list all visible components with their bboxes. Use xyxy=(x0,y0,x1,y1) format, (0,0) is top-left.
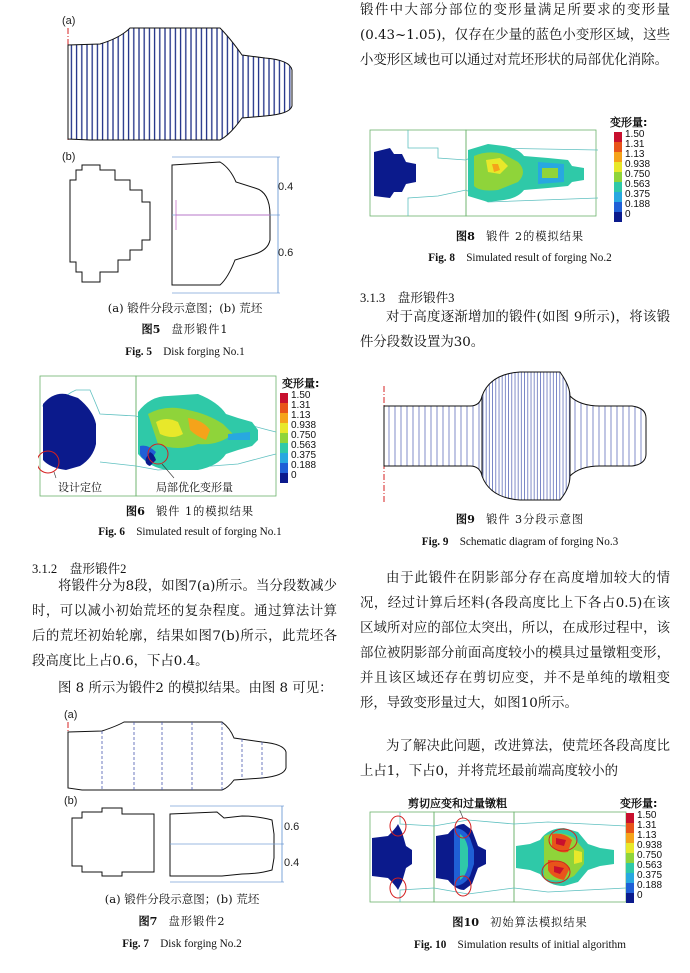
fig10-caption-en-text: Simulation results of initial algorithm xyxy=(457,939,626,951)
fig6-legend-title: 变形量: xyxy=(282,377,320,390)
right-para-1: 锻件中大部分部位的变形量满足所要求的变形量(0.43~1.05)，仅存在少量的蓝色小变形区域，这些小变形区域也可以通过对荒坯形状的局部优化消除。 xyxy=(360,3,670,68)
fig9-caption-en-text: Schematic diagram of forging No.3 xyxy=(459,536,619,548)
fig8-blank-shape xyxy=(374,148,416,198)
fig7-dim-top: 0.6 xyxy=(284,821,300,833)
figure-9-diagram xyxy=(370,366,670,508)
legend-value: 0 xyxy=(637,890,643,901)
fig5-caption-en-num: Fig. 5 xyxy=(125,346,152,358)
fig5-dim-bottom: 0.6 xyxy=(278,247,294,259)
legend-value: 0.938 xyxy=(637,840,663,851)
legend-swatch xyxy=(280,443,288,453)
legend-value: 0.563 xyxy=(637,860,663,871)
figure-7-diagram xyxy=(62,706,302,886)
fig8-caption-en-num: Fig. 8 xyxy=(428,252,455,264)
fig10-legend-title: 变形量: xyxy=(620,797,658,810)
legend-swatch xyxy=(280,453,288,463)
legend-swatch xyxy=(614,142,622,152)
fig6-caption-en xyxy=(40,523,340,539)
blank2-stepped xyxy=(72,808,154,876)
legend-swatch xyxy=(280,423,288,433)
forging2-outline xyxy=(68,722,286,790)
fig6-caption-cn xyxy=(40,503,340,519)
fig10-caption-en-num: Fig. 10 xyxy=(414,939,447,951)
legend-value: 0.375 xyxy=(625,189,651,200)
fig9-caption-cn xyxy=(370,511,670,527)
fig6-caption-num: 图6 xyxy=(125,504,145,518)
fig6-caption-text: 锻件 1的模拟结果 xyxy=(156,505,255,518)
legend-value: 0.938 xyxy=(625,159,651,170)
legend-value: 0.938 xyxy=(291,420,317,431)
legend-swatch xyxy=(280,413,288,423)
fig5-label-a: (a) xyxy=(62,15,76,27)
legend-swatch xyxy=(614,162,622,172)
legend-swatch xyxy=(614,202,622,212)
fig6-caption-en-text: Simulated result of forging No.1 xyxy=(136,526,282,538)
fig5-caption-cn xyxy=(60,321,310,337)
fig10-caption-text: 初始算法模拟结果 xyxy=(490,916,588,929)
legend-swatch xyxy=(280,433,288,443)
fig9-caption-num: 图9 xyxy=(455,512,475,526)
fig7-label-a: (a) xyxy=(64,709,78,721)
legend-value: 0.563 xyxy=(625,179,651,190)
fig8-legend-title: 变形量: xyxy=(610,116,648,129)
legend-swatch xyxy=(626,833,634,843)
forging1-outline xyxy=(68,28,292,140)
right-para-2: 对于高度逐渐增加的锻件(如图 9所示)，将该锻件分段数设置为30。 xyxy=(360,310,670,350)
fig7-caption-text: 盘形锻件2 xyxy=(168,915,226,928)
figure-5-diagram xyxy=(60,10,310,300)
fig7-label-b: (b) xyxy=(64,795,78,807)
section-3-1-3: 3.1.3 盘形锻件3 xyxy=(360,291,455,305)
legend-value: 1.31 xyxy=(625,139,645,150)
right-para-4: 为了解决此问题，改进算法，使荒坯各段高度比上占1，下占0，并将荒坯最前端高度较小的 xyxy=(360,739,670,779)
legend-swatch xyxy=(280,463,288,473)
fig6-legend xyxy=(280,375,340,485)
fig9-caption-en-num: Fig. 9 xyxy=(421,536,449,548)
blank1-smooth xyxy=(172,162,270,285)
legend-swatch xyxy=(614,172,622,182)
left-para-1: 将锻件分为8段，如图7(a)所示。当分段数减少时，可以减小初始荒坯的复杂程度。通过算法计算后的荒坯初始轮廓，结果如图7(b)所示，此荒坯各段高度比上占0.6，下占0.4。 xyxy=(32,579,337,669)
fig10-legend xyxy=(620,795,686,905)
legend-swatch xyxy=(626,853,634,863)
fig9-caption-text: 锻件 3分段示意图 xyxy=(486,513,585,526)
legend-swatch xyxy=(626,813,634,823)
legend-value: 1.13 xyxy=(291,410,311,421)
legend-value: 1.13 xyxy=(637,830,657,841)
legend-value: 0.750 xyxy=(637,850,663,861)
fig8-caption-num: 图8 xyxy=(455,229,475,243)
fig7-caption-en-num: Fig. 7 xyxy=(122,938,149,950)
fig7-caption-en-text: Disk forging No.2 xyxy=(160,938,242,950)
fig5-caption-en-text: Disk forging No.1 xyxy=(163,346,245,358)
legend-value: 0.188 xyxy=(637,880,663,891)
legend-value: 0.750 xyxy=(291,430,317,441)
fig7-dim-bottom: 0.4 xyxy=(284,857,300,869)
fig10-caption-num: 图10 xyxy=(452,915,480,929)
fig10-caption-en xyxy=(370,936,670,952)
legend-value: 0.750 xyxy=(625,169,651,180)
fig6-label-right: 局部优化变形量 xyxy=(156,482,233,494)
forging3-left-section xyxy=(384,396,482,476)
figure-10-simulation xyxy=(368,810,630,906)
left-para-2: 图 8 所示为锻件2 的模拟结果。由图 8 可见： xyxy=(58,681,333,696)
blank1-stepped xyxy=(70,165,150,282)
legend-swatch xyxy=(626,883,634,893)
legend-swatch xyxy=(614,212,622,222)
legend-value: 1.31 xyxy=(637,820,657,831)
fig5-label-b: (b) xyxy=(62,151,76,163)
legend-value: 0.375 xyxy=(637,870,663,881)
legend-swatch xyxy=(626,863,634,873)
legend-value: 0 xyxy=(291,470,297,481)
fig5-caption-text: 盘形锻件1 xyxy=(171,323,229,336)
fig6-blank-shape xyxy=(43,394,96,470)
fig7-caption-cn xyxy=(62,913,302,929)
fig5-caption-en xyxy=(60,343,310,359)
fig7-subcaption: (a) 锻件分段示意图；(b) 荒坯 xyxy=(104,892,260,906)
legend-value: 0 xyxy=(625,209,631,220)
legend-swatch xyxy=(614,182,622,192)
fig5-dim-top: 0.4 xyxy=(278,181,294,193)
legend-value: 0.563 xyxy=(291,440,317,451)
right-para-3: 由于此锻件在阴影部分存在高度增加较大的情况，经过计算后坯料(各段高度比上下各占0.5)在该区域所对应的部位太突出，所以，在成形过程中，该部位被阴影部分前面高度较小的模具过量镦粗变形，并且该区域还存在剪切应变，并不是单纯的墩粗变形，导致变形量过大，如图10所示。 xyxy=(360,571,670,711)
legend-value: 0.375 xyxy=(291,450,317,461)
fig8-caption-text: 锻件 2的模拟结果 xyxy=(486,230,585,243)
legend-swatch xyxy=(614,192,622,202)
legend-swatch xyxy=(626,823,634,833)
legend-value: 1.50 xyxy=(637,810,657,821)
fig8-caption-en xyxy=(370,249,670,265)
fig5-caption-num: 图5 xyxy=(141,322,161,336)
fig9-caption-en xyxy=(370,533,670,549)
legend-swatch xyxy=(626,843,634,853)
legend-value: 1.50 xyxy=(625,129,645,140)
legend-swatch xyxy=(280,473,288,483)
fig7-caption-num: 图7 xyxy=(138,914,158,928)
legend-swatch xyxy=(614,152,622,162)
legend-value: 1.50 xyxy=(291,390,311,401)
legend-swatch xyxy=(626,893,634,903)
fig10-annotation: 剪切应变和过量镦粗 xyxy=(408,797,507,810)
figure-8-simulation xyxy=(368,128,618,220)
legend-swatch xyxy=(626,873,634,883)
forging3-shaded-section xyxy=(482,372,570,500)
legend-value: 0.188 xyxy=(625,199,651,210)
fig6-label-left: 设计定位 xyxy=(58,482,102,494)
fig8-legend xyxy=(610,114,674,224)
legend-swatch xyxy=(614,132,622,142)
forging3-right-section xyxy=(570,396,646,476)
fig10-caption-cn xyxy=(370,914,670,930)
legend-swatch xyxy=(280,393,288,403)
fig10-blank-shape xyxy=(372,824,412,890)
fig6-caption-en-num: Fig. 6 xyxy=(98,526,125,538)
legend-value: 1.31 xyxy=(291,400,311,411)
fig8-caption-cn xyxy=(370,228,670,244)
legend-swatch xyxy=(280,403,288,413)
fig5-subcaption: (a) 锻件分段示意图；(b) 荒坯 xyxy=(107,301,263,315)
legend-value: 0.188 xyxy=(291,460,317,471)
fig7-caption-en xyxy=(62,935,302,951)
legend-value: 1.13 xyxy=(625,149,645,160)
fig8-caption-en-text: Simulated result of forging No.2 xyxy=(466,252,612,264)
section-3-1-2: 3.1.2 盘形锻件2 xyxy=(32,562,127,576)
